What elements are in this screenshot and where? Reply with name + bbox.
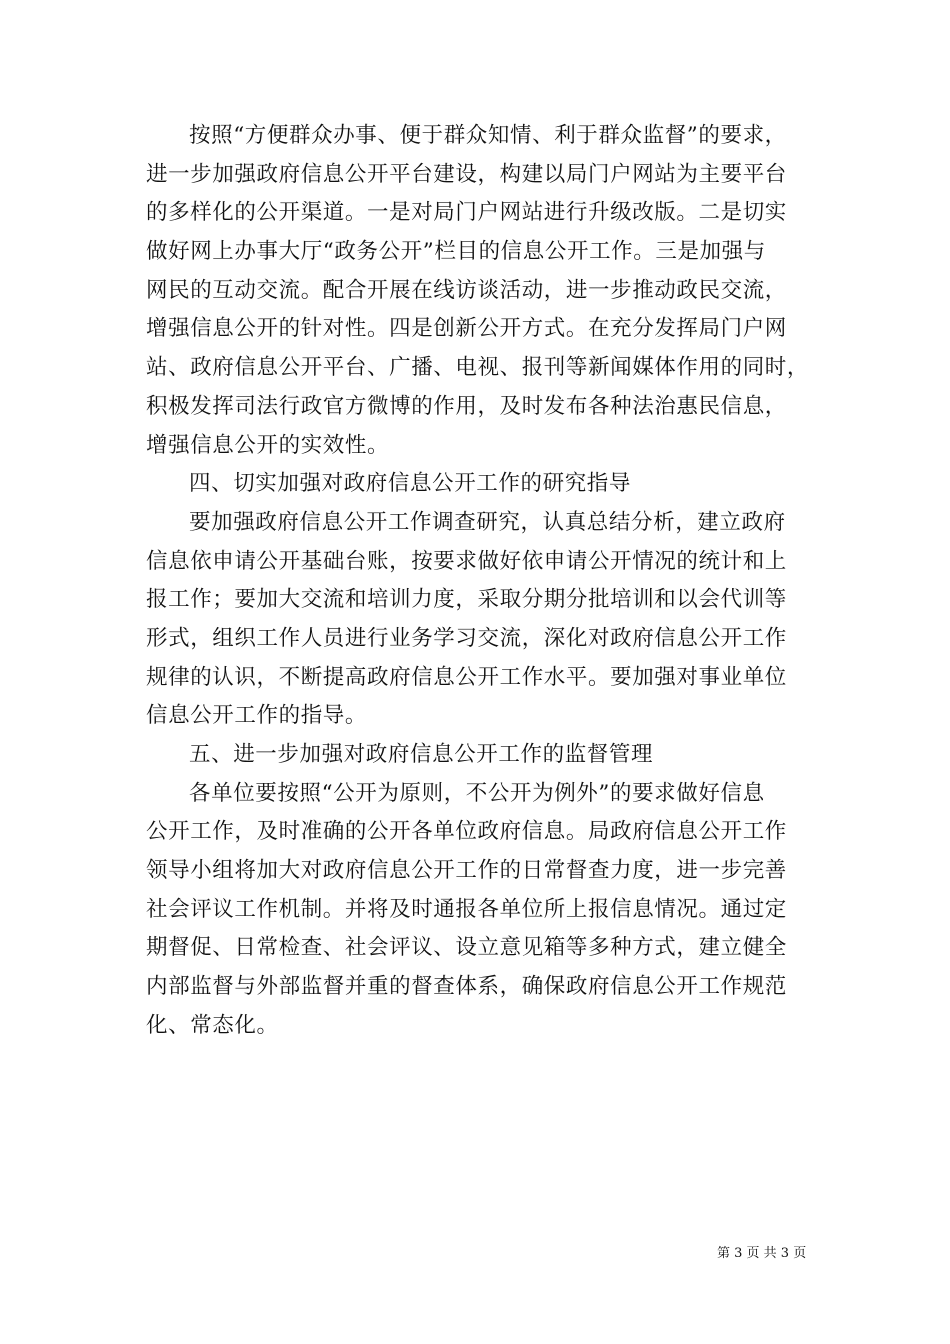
paragraph-line: 信息公开工作的指导。 <box>146 703 368 729</box>
section-heading: 五、进一步加强对政府信息公开工作的监督管理 <box>189 742 654 767</box>
paragraph-line: 公开工作，及时准确的公开各单位政府信息。局政府信息公开工作 <box>146 819 787 845</box>
paragraph-line: 报工作；要加大交流和培训力度，采取分期分批培训和以会代训等 <box>146 587 787 613</box>
paragraph-line: 做好网上办事大厅“政务公开”栏目的信息公开工作。三是加强与 <box>146 239 766 265</box>
paragraph-line: 各单位要按照“公开为原则，不公开为例外”的要求做好信息 <box>189 780 765 806</box>
paragraph-line: 内部监督与外部监督并重的督查体系，确保政府信息公开工作规范 <box>146 974 787 1000</box>
section-heading: 四、切实加强对政府信息公开工作的研究指导 <box>189 471 632 497</box>
paragraph-line: 站、政府信息公开平台、广播、电视、报刊等新闻媒体作用的同时， <box>146 355 810 381</box>
paragraph-line: 增强信息公开的针对性。四是创新公开方式。在充分发挥局门户网 <box>146 316 787 342</box>
paragraph-line: 信息依申请公开基础台账，按要求做好依申请公开情况的统计和上 <box>146 548 787 574</box>
paragraph-line: 按照“方便群众办事、便于群众知情、利于群众监督”的要求， <box>189 123 787 148</box>
paragraph-line: 化、常态化。 <box>146 1012 279 1038</box>
paragraph-line: 的多样化的公开渠道。一是对局门户网站进行升级改版。二是切实 <box>146 200 787 226</box>
paragraph-line: 积极发挥司法行政官方微博的作用，及时发布各种法治惠民信息， <box>146 393 787 419</box>
paragraph-line: 网民的互动交流。配合开展在线访谈活动，进一步推动政民交流， <box>146 277 787 303</box>
document-body <box>146 117 810 1046</box>
paragraph-line: 规律的认识，不断提高政府信息公开工作水平。要加强对事业单位 <box>146 664 787 690</box>
page-number: 第 3 页 共 3 页 <box>717 1246 807 1261</box>
paragraph-line: 领导小组将加大对政府信息公开工作的日常督查力度，进一步完善 <box>146 858 787 884</box>
paragraph-line: 期督促、日常检查、社会评议、设立意见箱等多种方式，建立健全 <box>146 935 787 961</box>
paragraph-line: 进一步加强政府信息公开平台建设，构建以局门户网站为主要平台 <box>146 161 787 187</box>
paragraph-line: 增强信息公开的实效性。 <box>146 432 390 458</box>
paragraph-line: 要加强政府信息公开工作调查研究，认真总结分析，建立政府 <box>189 509 786 535</box>
paragraph-line: 形式，组织工作人员进行业务学习交流，深化对政府信息公开工作 <box>146 625 787 651</box>
paragraph-line: 社会评议工作机制。并将及时通报各单位所上报信息情况。通过定 <box>146 896 787 922</box>
